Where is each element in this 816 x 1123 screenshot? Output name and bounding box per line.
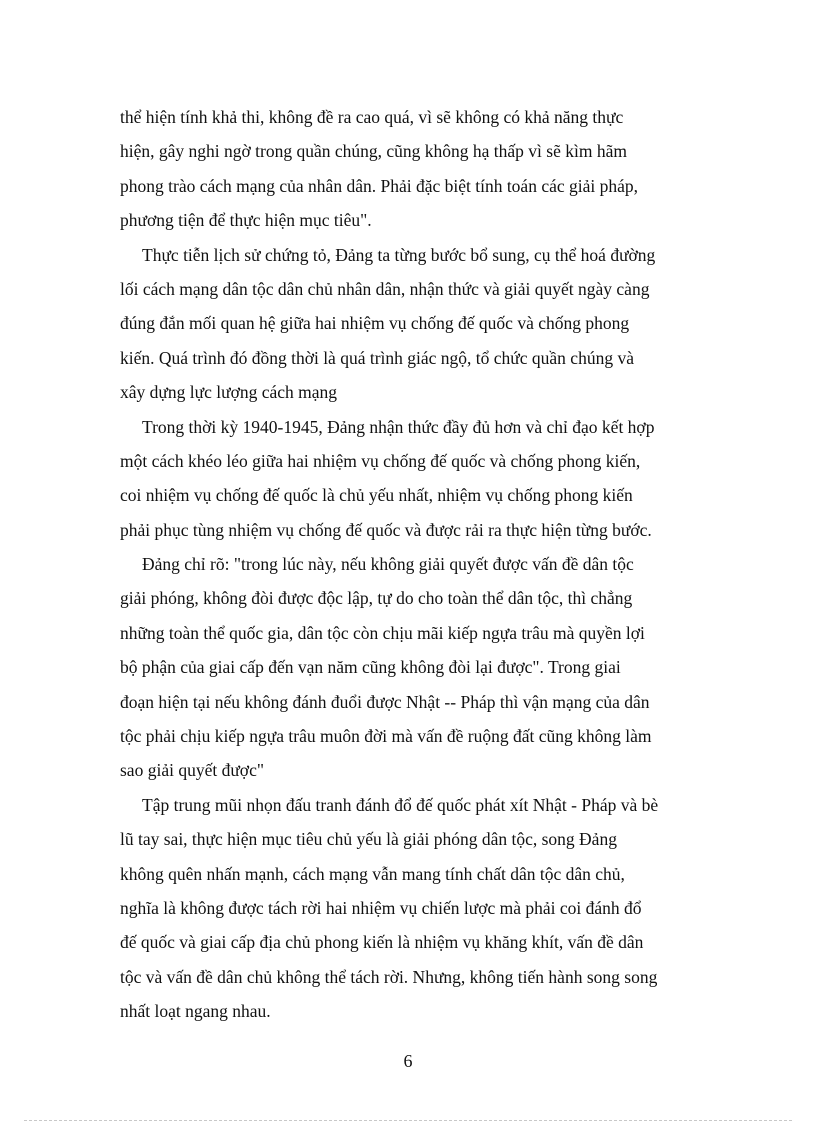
text-line: kiến. Quá trình đó đồng thời là quá trình giác ngộ, tổ chức quần chúng và: [120, 347, 634, 368]
text-line: hiện, gây nghi ngờ trong quần chúng, cũng không hạ thấp vì sẽ kìm hãm: [120, 141, 627, 162]
text-line: đế quốc và giai cấp địa chủ phong kiến là nhiệm vụ khăng khít, vấn đề dân: [120, 932, 644, 953]
paragraph-start-line: Đảng chỉ rõ: "trong lúc này, nếu không giải quyết được vấn đề dân tộc: [142, 554, 634, 575]
paragraph-start-line: Trong thời kỳ 1940-1945, Đảng nhận thức đầy đủ hơn và chỉ đạo kết hợp: [142, 416, 655, 437]
paragraph-start-line: Tập trung mũi nhọn đấu tranh đánh đổ đế quốc phát xít Nhật - Pháp và bè: [142, 794, 659, 815]
text-line: một cách khéo léo giữa hai nhiệm vụ chống đế quốc và chống phong kiến,: [120, 450, 641, 471]
text-line: thể hiện tính khả thi, không đề ra cao quá, vì sẽ không có khả năng thực: [120, 107, 624, 127]
text-line: giải phóng, không đòi được độc lập, tự do cho toàn thể dân tộc, thì chẳng: [120, 588, 633, 609]
text-line: phương tiện để thực hiện mục tiêu".: [120, 210, 372, 231]
page-bottom-divider: [24, 1120, 792, 1121]
paragraph-start-line: Thực tiễn lịch sử chứng tỏ, Đảng ta từng bước bổ sung, cụ thể hoá đường: [142, 244, 656, 265]
text-line: sao giải quyết được": [120, 760, 264, 781]
text-line: đoạn hiện tại nếu không đánh đuổi được Nhật -- Pháp thì vận mạng của dân: [120, 691, 650, 712]
text-line: phong trào cách mạng của nhân dân. Phải đặc biệt tính toán các giải pháp,: [120, 175, 639, 196]
text-line: những toàn thể quốc gia, dân tộc còn chịu mãi kiếp ngựa trâu mà quyền lợi: [120, 622, 645, 643]
text-line: nhất loạt ngang nhau.: [120, 1001, 271, 1022]
page-number: 6: [403, 1051, 413, 1071]
text-line: đúng đắn mối quan hệ giữa hai nhiệm vụ chống đế quốc và chống phong: [120, 313, 630, 334]
text-line: nghĩa là không được tách rời hai nhiệm vụ chiến lược mà phải coi đánh đổ: [120, 897, 642, 918]
body-text: [120, 100, 700, 1029]
text-line: tộc phải chịu kiếp ngựa trâu muôn đời mà vấn đề ruộng đất cũng không làm: [120, 726, 652, 747]
text-line: lũ tay sai, thực hiện mục tiêu chủ yếu là giải phóng dân tộc, song Đảng: [120, 829, 617, 850]
text-line: phải phục tùng nhiệm vụ chống đế quốc và được rải ra thực hiện từng bước.: [120, 519, 652, 540]
text-line: bộ phận của giai cấp đến vạn năm cũng không đòi lại được". Trong giai: [120, 657, 621, 678]
text-line: coi nhiệm vụ chống đế quốc là chủ yếu nhất, nhiệm vụ chống phong kiến: [120, 485, 633, 506]
text-line: xây dựng lực lượng cách mạng: [120, 382, 338, 403]
text-line: lối cách mạng dân tộc dân chủ nhân dân, nhận thức và giải quyết ngày càng: [120, 278, 650, 299]
text-line: không quên nhấn mạnh, cách mạng vẫn mang tính chất dân tộc dân chủ,: [120, 863, 625, 884]
text-line: tộc và vấn đề dân chủ không thể tách rời. Nhưng, không tiến hành song song: [120, 966, 658, 987]
